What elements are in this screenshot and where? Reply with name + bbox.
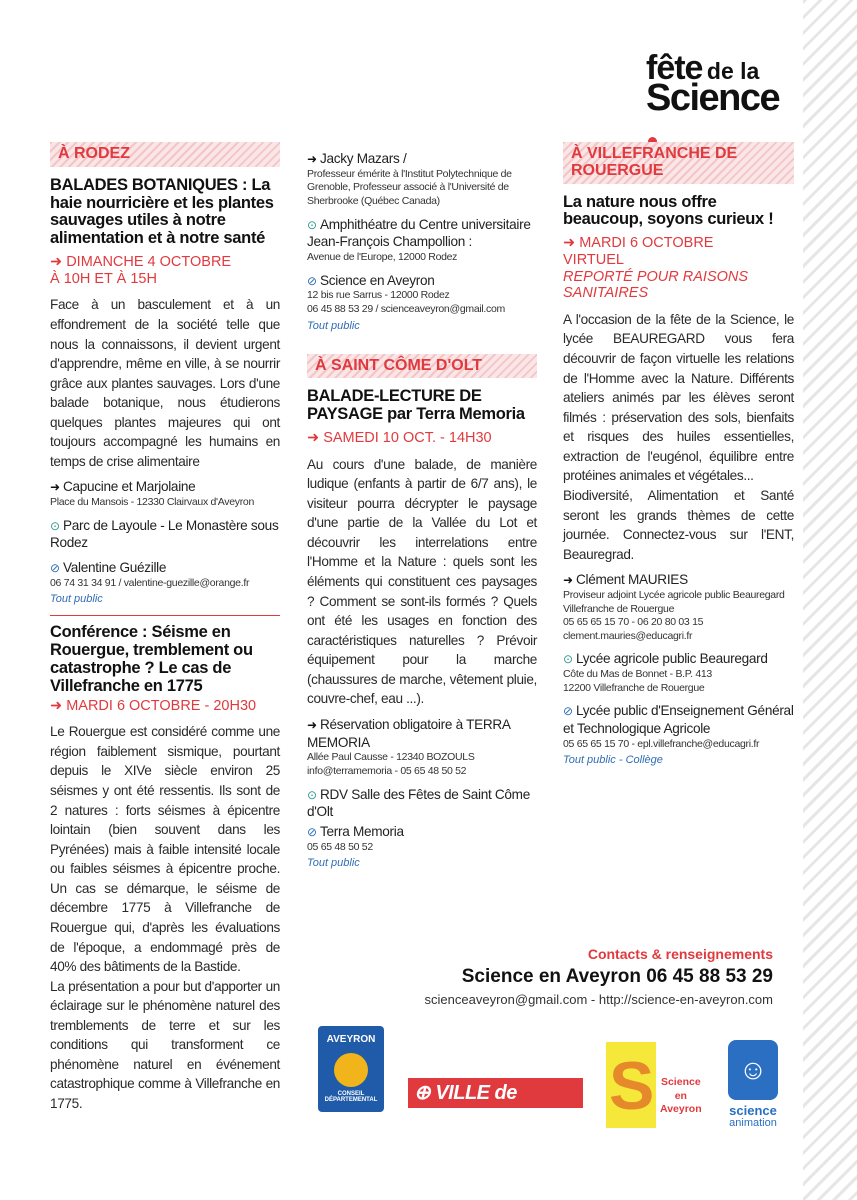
audience-label: Tout public [307, 857, 360, 870]
column-rodez [50, 142, 280, 1114]
event-date: ➜ MARDI 6 OCTOBRE VIRTUEL REPORTÉ POUR RAISONS SANITAIRES [563, 235, 749, 302]
science-en-aveyron-logo: S Science en Aveyron [606, 1042, 710, 1128]
audience-label: Tout public [307, 319, 360, 332]
organizer-icon: ⊘ [563, 704, 573, 719]
organizer-block: ⊘ Terra Memoria 05 65 48 50 52 Tout public [307, 823, 537, 869]
location-icon: ⊙ [307, 787, 317, 802]
event-description: Au cours d'une balade, de manière ludique (enfants à partir de 6/7 ans), le visiteur pourra décrypter le paysage d'une partie de la Vallée du Lot et découvrir les interrelations entre l'Homme et la Nature : quels sont les éléments qui constituent ces paysages ? Comment se sont-ils formés ? Quels ont été les usages en fonction des caractéristiques naturelles ? Prévoir équipement pour la marche (chaussures de marche, vêtement pluie, couvre-chef, eau ...). [307, 456, 537, 707]
event-title: Conférence : Séisme en Rouergue, tremblement ou catastrophe ? Le cas de Villefranche en 1775 [50, 623, 253, 695]
section-header: À RODEZ [50, 142, 280, 167]
event-description: Le Rouergue est considéré comme une région faiblement sismique, pourtant depuis le XIVe siècle environ 25 séismes y ont été ressentis. Ils sont de 2 natures : forts séismes à épicentre lointain (bien souvent dans les Pyrénées) mais à faible intensité locale ou faibles séismes à épicentre proche. Un cas se démarque, le séisme de décembre 1775 à Villefranche de Rouergue qui, d'après les évaluations de l'époque, a endommagé près de 40% des bâtiments de la Bastide. La présentation a pour but d'apporter un éclairage sur le phénomène naturel des tremblements de terre et sur les conditions qui transforment ce phénomène naturel en événement catastrophique comme à Villefranche en 1775. [50, 724, 280, 1112]
event-title: BALADE-LECTURE DE PAYSAGE par Terra Memoria [307, 387, 525, 424]
place-block: ⊙ Amphithéatre du Centre universitaire Jean-François Champollion : Avenue de l'Europe, 12000 Rodez [307, 216, 531, 263]
arrow-icon: ➜ [50, 480, 60, 495]
place-block: ⊙ RDV Salle des Fêtes de Saint Côme d'Olt [307, 786, 530, 820]
column-villefranche [563, 142, 794, 766]
section-header: À SAINT CÔME D'OLT [307, 354, 537, 379]
organizer-block: ⊘ Lycée public d'Enseignement Général et Technologique Agricole 05 65 65 15 70 - epl.villefranche@educagri.fr Tout public - Collège [563, 703, 794, 767]
organizer-icon: ⊘ [307, 273, 317, 288]
aveyron-logo: AVEYRON CONSEIL DÉPARTEMENTAL [318, 1026, 384, 1112]
decorative-stripes [803, 0, 857, 1200]
organizer-icon: ⊘ [50, 561, 60, 576]
contact-block: ➜ Clément MAURIES Proviseur adjoint Lycée agricole public Beauregard Villefranche de Rouergue 05 65 65 15 70 - 06 20 80 03 15 clement.mauries@educagri.fr [563, 572, 785, 642]
organizer-icon: ⊘ [307, 824, 317, 839]
contact-block: ➜ Réservation obligatoire à TERRA MEMORIA Allée Paul Causse - 12340 BOZOULS info@terramemoria - 05 65 48 50 52 [307, 716, 510, 777]
contact-email-link[interactable]: scienceaveyron@gmail.com - http://science-en-aveyron.com [424, 992, 773, 1007]
event-description: Face à un basculement et à un effondrement de la société telle que nous la connaissons, il devient urgent d'apprendre, même en ville, à se nourrir grâce aux plantes sauvages. Lors d'une balade botanique, nous étudierons quelques plantes majeures qui ont toujours accompagné les humains en temps de crise alimentaire [50, 297, 280, 469]
ville-de-rodez-logo: ⊕ VILLE de RODEZ [408, 1078, 583, 1108]
section-header: À VILLEFRANCHE DE ROUERGUE [563, 142, 794, 184]
contact-block: ➜ Capucine et Marjolaine Place du Mansois - 12330 Clairvaux d'Aveyron [50, 479, 254, 509]
location-icon: ⊙ [50, 518, 60, 533]
place-block: ⊙ Parc de Layoule - Le Monastère sous Rodez [50, 517, 279, 551]
event-title: La nature nous offre beaucoup, soyons curieux ! [563, 192, 774, 229]
event-date: ➜ MARDI 6 OCTOBRE - 20H30 [50, 697, 257, 714]
event-date: ➜ SAMEDI 10 OCT. - 14H30 [307, 429, 492, 446]
figure-icon: ☺ [728, 1040, 778, 1100]
location-icon: ⊙ [563, 652, 573, 667]
arrow-icon: ➜ [563, 573, 573, 588]
event-title: BALADES BOTANIQUES : La haie nourricière et les plantes sauvages utiles à notre alimentation et à notre santé [50, 175, 274, 248]
column-middle [307, 150, 537, 869]
divider [50, 615, 280, 616]
arrow-icon: ➜ [307, 717, 317, 732]
arrow-icon: ➜ [307, 152, 317, 166]
audience-label: Tout public - Collège [563, 754, 663, 767]
event-description: A l'occasion de la fête de la Science, le lycée BEAUREGARD vous fera découvrir de façon virtuelle les relations de l'Homme avec la Nature. Différents ateliers animés par les élèves seront filmés : préservation des sols, bienfaits et risques des huiles essentielles, extraction de l'eugénol, équilibre entre protéines animales et végétales... Biodiversité, Alimentation et Santé seront les grands thèmes de cette journée. Connectez-vous sur l'ENT, Beauregrad. [563, 311, 794, 562]
organizer-block: ⊘ Valentine Guézille 06 74 31 34 91 / valentine-guezille@orange.fr Tout public [50, 559, 280, 605]
contacts-footer: Contacts & renseignements Science en Aveyron 06 45 88 53 29 scienceaveyron@gmail.com - http://science-en-aveyron.com [424, 946, 773, 1007]
audience-label: Tout public [50, 593, 103, 606]
place-block: ⊙ Lycée agricole public Beauregard Côte du Mas de Bonnet - B.P. 413 12200 Villefranche de Rouergue [563, 651, 768, 694]
contact-block: ➜ Jacky Mazars / Professeur émérite à l'Institut Polytechnique de Grenoble, Professeur associé à l'Université de Sherbrooke (Québec Canada) [307, 151, 512, 207]
event-date: ➜ DIMANCHE 4 OCTOBRE À 10H ET À 15H [50, 254, 232, 287]
fete-de-la-science-logo: fête de la Science [646, 52, 786, 152]
organizer-block: ⊘ Science en Aveyron 12 bis rue Sarrus - 12000 Rodez 06 45 88 53 29 / scienceaveyron@gmail.com Tout public [307, 272, 537, 332]
science-animation-logo: ☺ science animation [722, 1040, 784, 1136]
location-icon: ⊙ [307, 217, 317, 232]
